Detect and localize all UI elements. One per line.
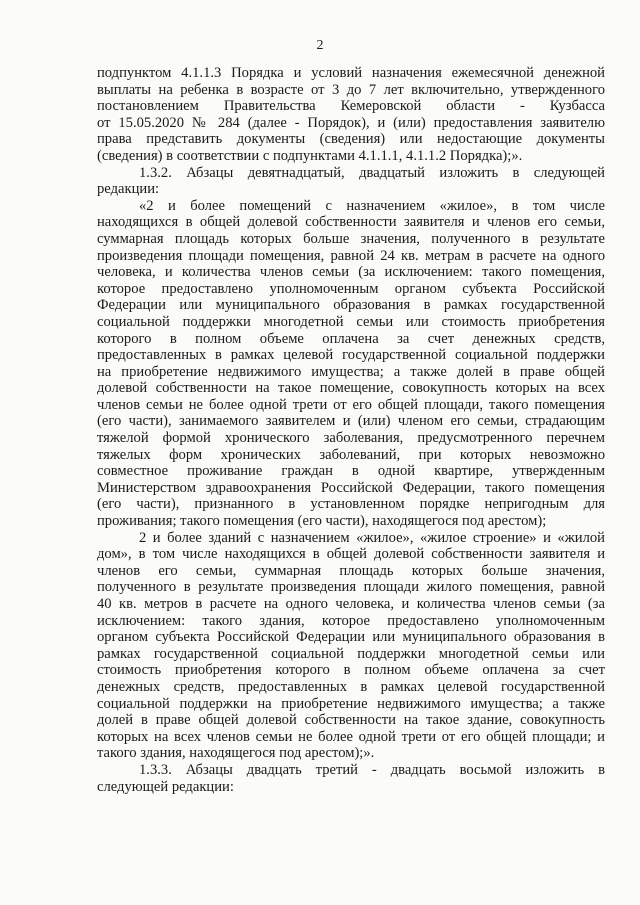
text-line: социальной поддержки многодетной семьи или стоимость приобретения — [97, 313, 605, 330]
text-line: на приобретение недвижимого имущества; а также долей в праве общей — [97, 363, 605, 380]
text-line: 2 и более зданий с назначением «жилое», «жилое строение» и «жилой — [139, 529, 605, 546]
text-line: 40 кв. метров в расчете на одного человека, и количества членов семьи (за — [97, 596, 605, 612]
text-line: долевой собственности на такое помещение, совокупность которых на всех — [97, 380, 605, 397]
text-line: предоставленных в рамках целевой государственной социальной поддержки — [97, 347, 605, 364]
text-line: которое предоставлено уполномоченным органом субъекта Российской — [97, 280, 605, 297]
text-line: денежных средств, предоставленных в рамках целевой государственной — [97, 678, 605, 695]
text-line: «2 и более помещений с назначением «жилое», в том числе — [139, 197, 605, 214]
text-line: органом субъекта Российской Федерации или муниципального образования в — [97, 629, 605, 646]
text-line: полученного в результате произведения площади жилого помещения, равной — [97, 579, 605, 596]
text-line: права представить документы (сведения) или недостающие документы — [97, 131, 605, 148]
text-line: дом», в том числе находящихся в общей долевой собственности заявителя и — [97, 546, 605, 563]
page-number: 2 — [316, 38, 324, 53]
text-line: исключением: такого здания, которое предоставлено уполномоченным — [97, 612, 605, 629]
text-line: социальной поддержки на приобретение недвижимого имущества; а также — [97, 695, 605, 712]
text-line: тяжелых форм хронических заболеваний, при которых невозможно — [97, 446, 605, 463]
text-line: 1.3.2. Абзацы девятнадцатый, двадцатый изложить в следующей — [139, 164, 605, 181]
text-line: тяжелой формой хронического заболевания, предусмотренного перечнем — [97, 430, 605, 447]
paragraph-p3 — [97, 198, 605, 530]
text-line: человека, и количества членов семьи (за исключением: такого помещения, — [97, 264, 605, 281]
text-line: следующей редакции: — [97, 778, 234, 795]
text-line: Министерством здравоохранения Российской Федерации, такого помещения — [97, 479, 605, 496]
text-line: находящихся в общей долевой собственности заявителя и членов его семьи, — [97, 214, 605, 231]
paragraph-p4 — [97, 530, 605, 762]
paragraph-p2 — [97, 165, 605, 198]
text-line: которого в полном объеме оплачена за счет денежных средств, — [97, 330, 605, 347]
text-line: суммарная площадь которых больше значения, полученного в результате — [97, 230, 605, 247]
text-line: (его части), занимаемого заявителем и (или) членом его семьи, страдающим — [97, 413, 605, 430]
text-line: 1.3.3. Абзацы двадцать третий - двадцать восьмой изложить в — [139, 761, 605, 778]
text-line: выплаты на ребенка в возрасте от 3 до 7 лет включительно, утвержденного — [97, 81, 605, 98]
text-line: совместное проживание граждан в одной квартире, утвержденным — [97, 463, 605, 480]
text-line: Федерации или муниципального образования в рамках государственной — [97, 297, 605, 314]
text-line: от 15.05.2020 № 284 (далее - Порядок), и (или) предоставления заявителю — [97, 114, 605, 131]
text-line: стоимость приобретения которого в полном объеме оплачена за счет — [97, 662, 605, 679]
text-line: членов семьи не более одной трети от его общей площади, такого помещения — [97, 396, 605, 413]
text-line: подпунктом 4.1.1.3 Порядка и условий назначения ежемесячной денежной — [97, 65, 605, 81]
text-line: (его части), признанного в установленном порядке непригодным для — [97, 496, 605, 513]
text-line: постановлением Правительства Кемеровской области - Кузбасса — [97, 98, 605, 115]
text-line: редакции: — [97, 181, 160, 198]
paragraph-p1 — [97, 65, 605, 165]
text-line: (сведения) в соответствии с подпунктами 4.1.1.1, 4.1.1.2 Порядка);». — [97, 147, 523, 164]
document-body — [97, 65, 605, 795]
text-line: рамках государственной социальной поддержки многодетной семьи или — [97, 645, 605, 662]
text-line: проживания; такого помещения (его части), находящегося под арестом); — [97, 513, 547, 530]
text-line: долей в праве общей долевой собственности на такое здание, совокупность — [97, 712, 605, 729]
text-line: произведения площади помещения, равной 24 кв. метрам в расчете на одного — [97, 247, 605, 264]
text-line: такого здания, находящегося под арестом);». — [97, 745, 375, 762]
paragraph-p5 — [97, 762, 605, 795]
text-line: которых на всех членов семьи не более одной трети от его общей площади; и — [97, 728, 605, 745]
text-line: членов его семьи, суммарная площадь которых больше значения, — [97, 562, 605, 579]
